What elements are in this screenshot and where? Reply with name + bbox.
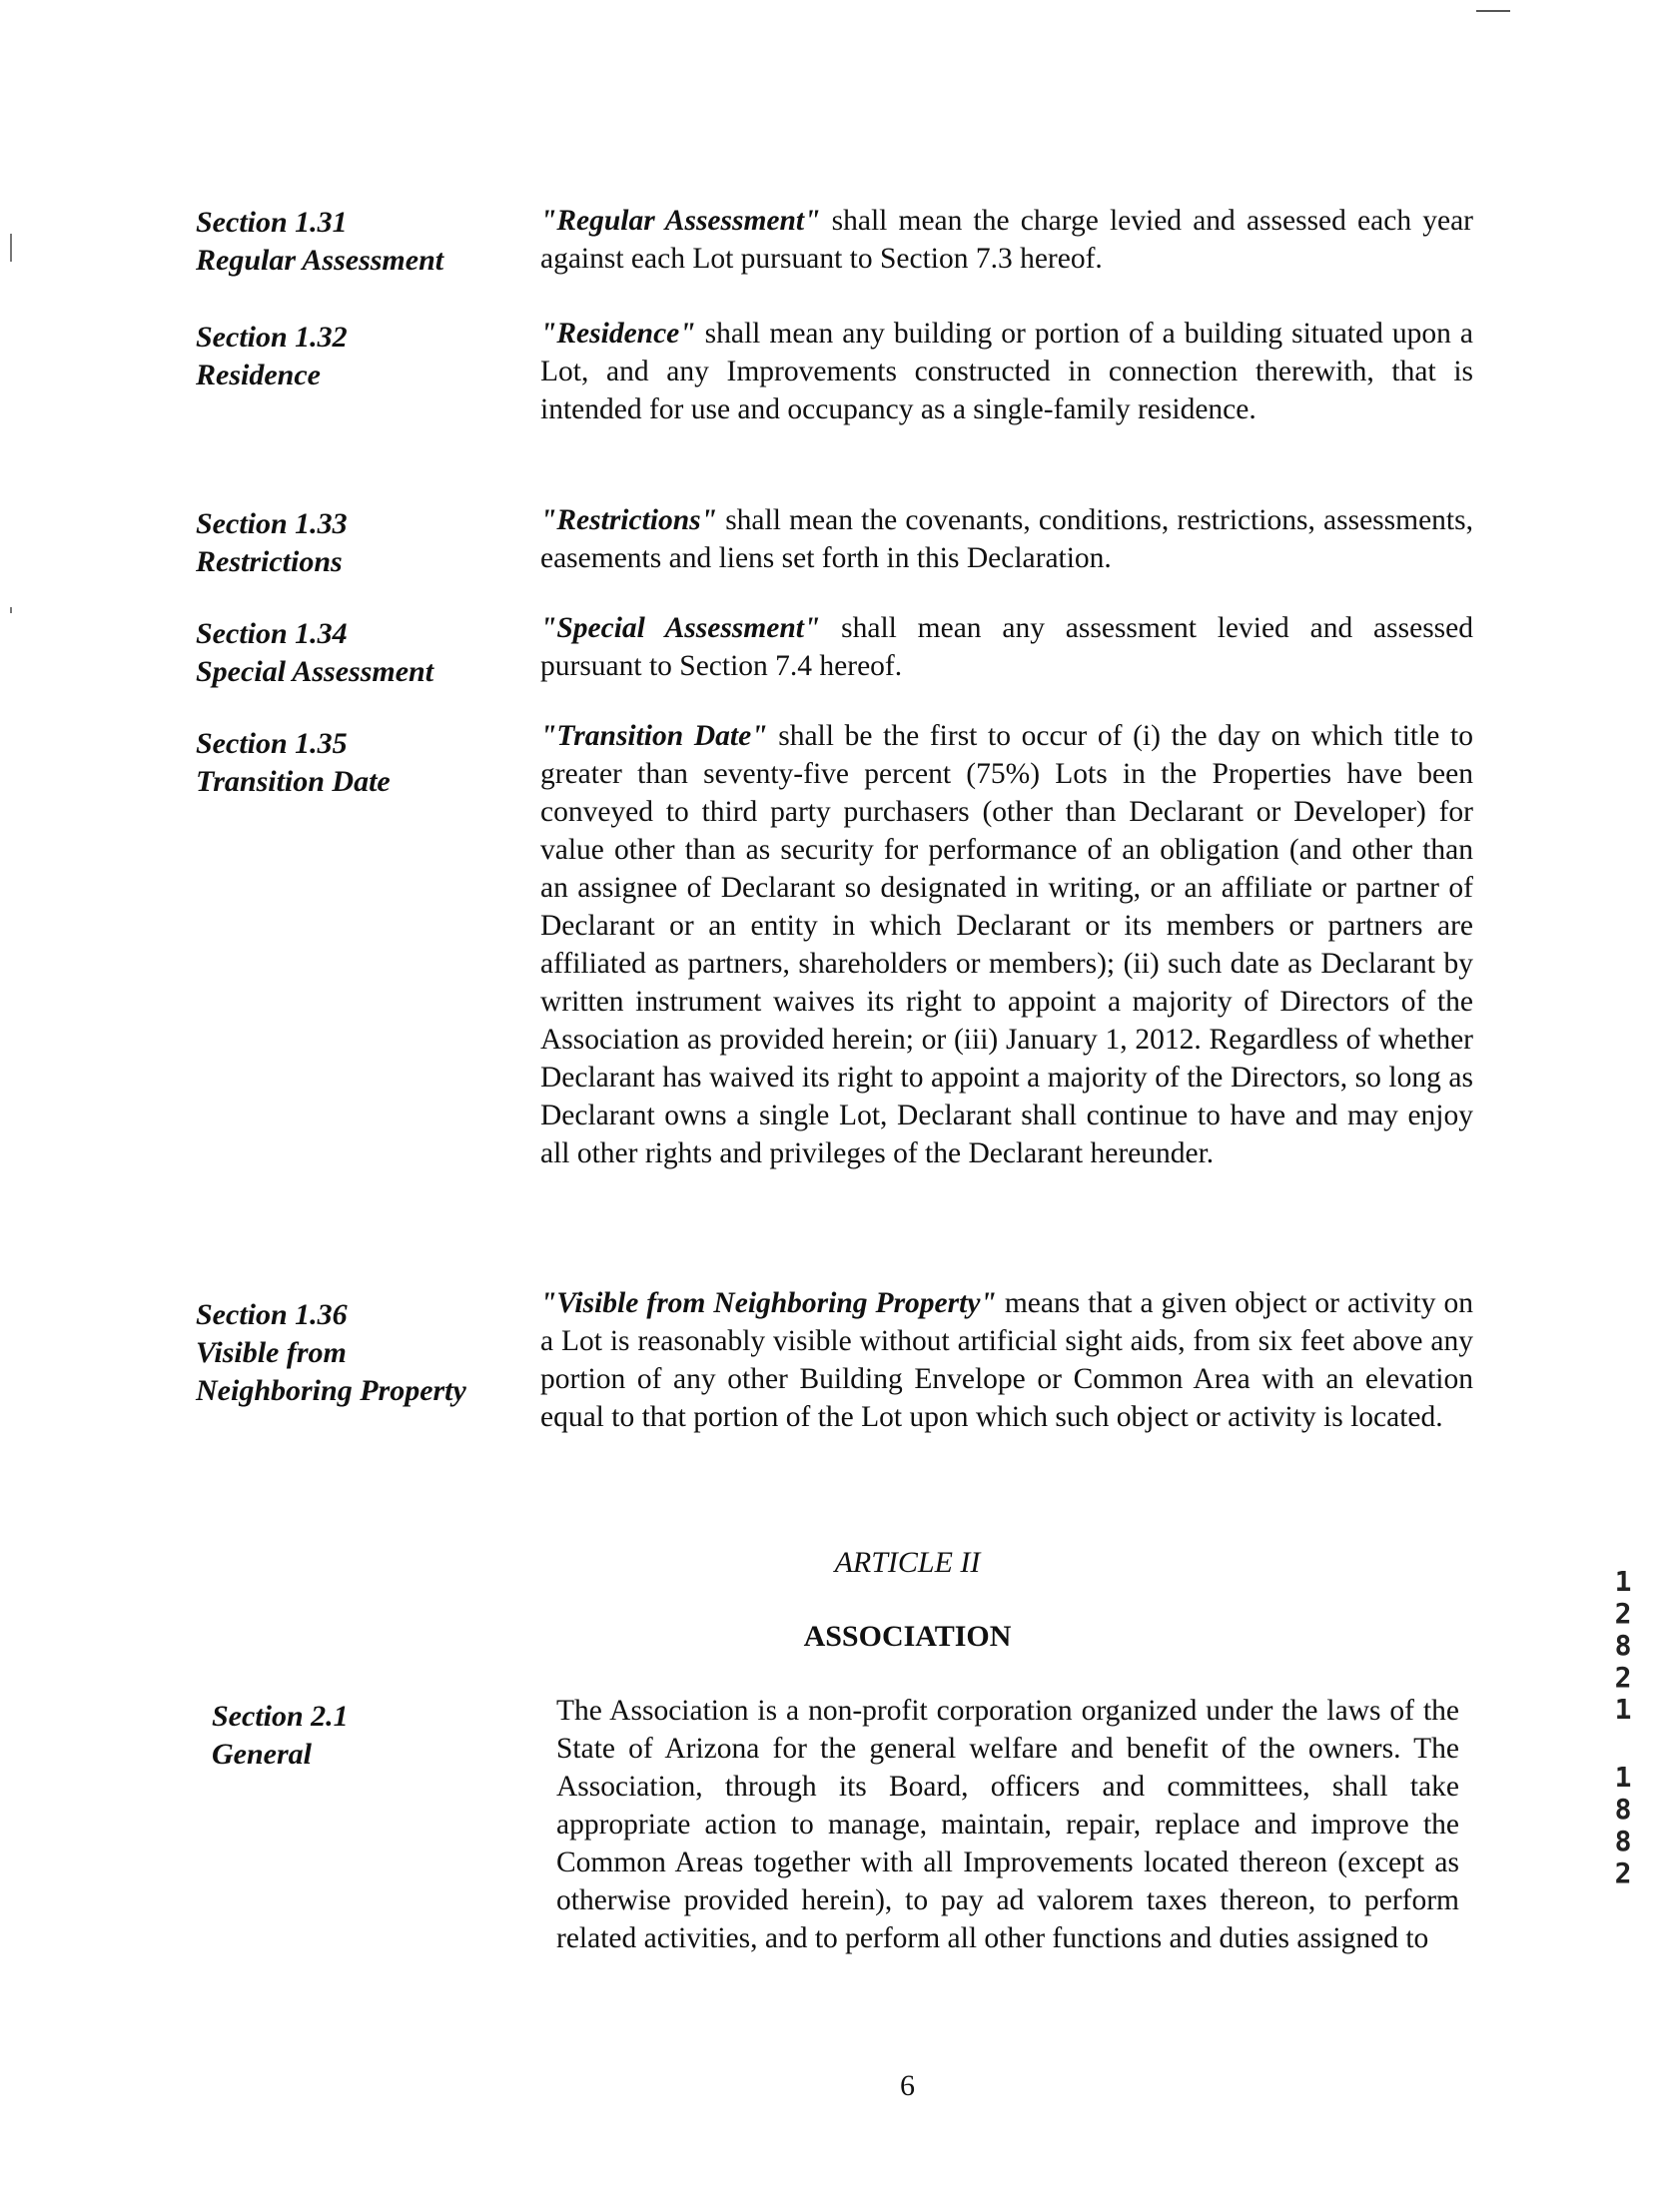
section-title: Neighboring Property [196, 1374, 466, 1407]
definition-text [540, 202, 1473, 278]
top-rule [1476, 10, 1510, 12]
stamp-digit: 8 [1614, 1793, 1632, 1826]
section-label [212, 1698, 541, 1774]
stamp-digit: 2 [1614, 1597, 1632, 1630]
section-title: Regular Assessment [196, 244, 444, 277]
recording-stamp [1603, 1566, 1643, 1726]
definition-text [540, 717, 1473, 1172]
defined-term: "Visible from Neighboring Property" [540, 1287, 997, 1319]
stamp-digit: 1 [1614, 1761, 1632, 1794]
section-text: The Association is a non-profit corporation organized under the laws of the State of Arizona for the general welfare and benefit of the owners. The Association, through its Board, officers and committees, shall take appropriate action to manage, maintain, repair, replace and improve the Common Areas together with all Improvements located thereon (except as otherwise provided herein), to pay ad valorem taxes thereon, to perform related activities, and to perform all other functions and duties assigned to [556, 1695, 1459, 1954]
stamp-digit: 2 [1614, 1856, 1632, 1889]
section-number: Section 1.31 [196, 206, 348, 239]
section-number: Section 1.34 [196, 617, 348, 650]
definition-body: shall mean the charge levied and assessed each year against each Lot pursuant to Section 7.3 hereof. [540, 205, 1473, 275]
margin-mark [10, 607, 12, 613]
defined-term: "Restrictions" [540, 504, 717, 536]
section-label [196, 615, 525, 691]
definition-body: shall mean the covenants, conditions, restrictions, assessments, easements and liens set forth in this Declaration. [540, 504, 1473, 574]
section-title: Transition Date [196, 765, 391, 798]
section-label [196, 319, 525, 394]
defined-term: "Transition Date" [540, 720, 768, 752]
defined-term: "Special Assessment" [540, 612, 821, 644]
stamp-digit: 1 [1614, 1693, 1632, 1726]
article-number: ARTICLE II [834, 1546, 981, 1579]
section-label [196, 725, 525, 801]
section-title: Residence [196, 359, 321, 391]
definition-body: shall be the first to occur of (i) the day on which title to greater than seventy-five percent (75%) Lots in the Properties have been conveyed to third party purchasers (other than Declarant or Developer) for value other than as security for performance of an obligation (and other than an assignee of Declarant so designated in writing, or an affiliate or partner of Declarant or an entity in which Declarant or its members or partners are affiliated as partners, shareholders or members); (ii) such date as Declarant by written instrument waives its right to appoint a majority of Directors of the Association as provided herein; or (iii) January 1, 2012. Regardless of whether Declarant has waived its right to appoint a majority of the Directors, so long as Declarant owns a single Lot, Declarant shall continue to have and may enjoy all other rights and privileges of the Declarant hereunder. [540, 720, 1473, 1169]
section-title: Restrictions [196, 545, 343, 578]
stamp-digit: 8 [1614, 1825, 1632, 1857]
definition-text [540, 501, 1473, 577]
section-number: Section 2.1 [212, 1700, 349, 1733]
section-label [196, 1296, 525, 1410]
stamp-digit: 8 [1614, 1629, 1632, 1662]
recording-stamp [1603, 1762, 1643, 1889]
section-number: Section 1.32 [196, 321, 348, 354]
definition-body: means that a given object or activity on a Lot is reasonably visible without artificial sight aids, from six feet above any portion of any other Building Envelope or Common Area with an elevation equal to that portion of the Lot upon which such object or activity is located. [540, 1287, 1473, 1433]
stamp-digit: 2 [1614, 1661, 1632, 1694]
section-number: Section 1.35 [196, 727, 348, 760]
margin-mark [10, 234, 12, 262]
section-title: General [212, 1738, 312, 1771]
article-title: ASSOCIATION [803, 1620, 1012, 1653]
section-title: Special Assessment [196, 655, 434, 688]
page-number: 6 [900, 2069, 915, 2102]
section-number: Section 1.33 [196, 507, 348, 540]
definition-text [540, 315, 1473, 428]
definition-text [540, 609, 1473, 685]
definition-body: shall mean any assessment levied and assessed pursuant to Section 7.4 hereof. [540, 612, 1473, 682]
section-label [196, 204, 525, 280]
definition-body: shall mean any building or portion of a building situated upon a Lot, and any Improvements constructed in connection therewith, that is intended for use and occupancy as a single-family residence. [540, 318, 1473, 425]
stamp-digit: 1 [1614, 1565, 1632, 1598]
section-label [196, 505, 525, 581]
defined-term: "Residence" [540, 318, 696, 350]
section-number: Section 1.36 [196, 1298, 348, 1331]
section-title: Visible from [196, 1336, 347, 1369]
defined-term: "Regular Assessment" [540, 205, 821, 237]
definition-text [540, 1284, 1473, 1436]
